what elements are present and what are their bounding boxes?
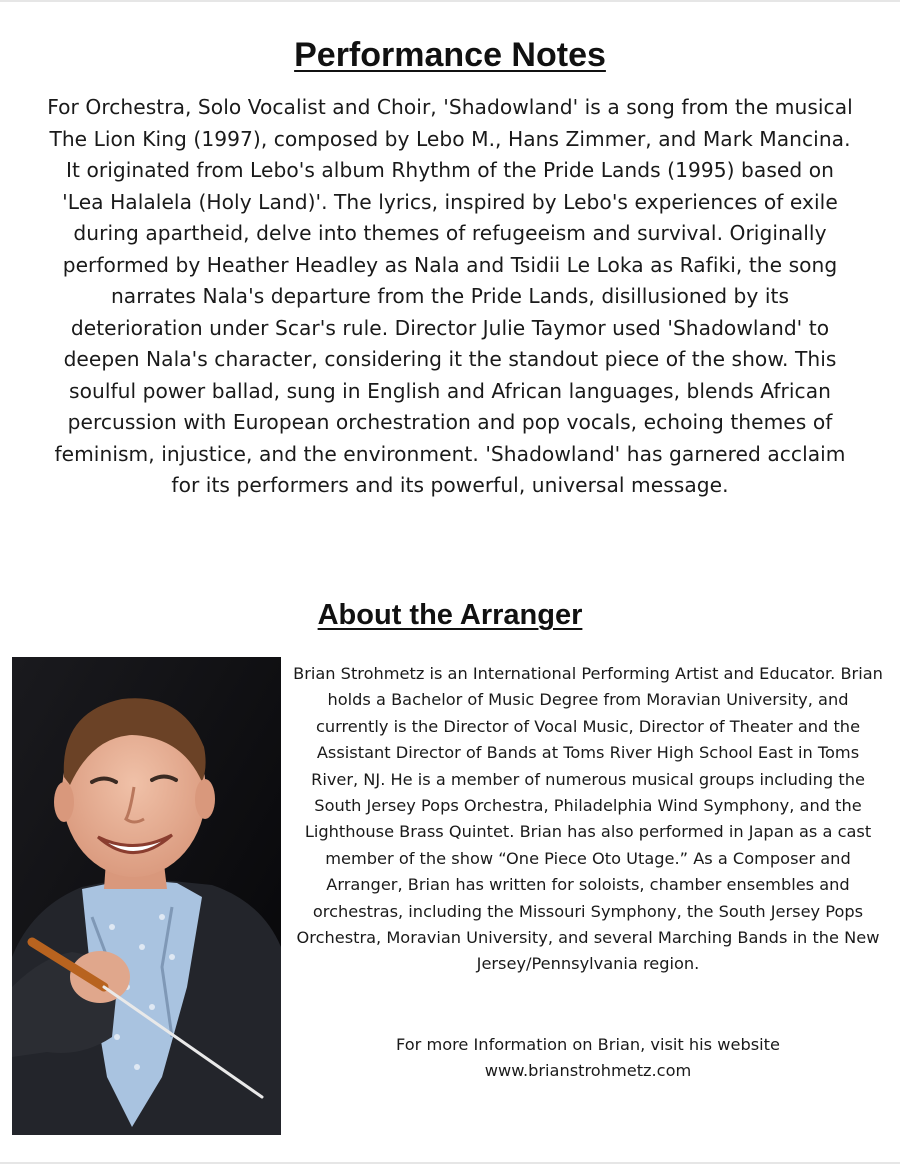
performance-notes-body: For Orchestra, Solo Vocalist and Choir, 'Shadowland' is a song from the musical The Lion King (1997), composed by Lebo M., Hans Zimmer, and Mark Mancina. It originated from Lebo's album Rhythm of the Pride Lands (1995) based on 'Lea Halalela (Holy Land)'. The lyrics, inspired by Lebo's experiences of exile during apartheid, delve into themes of refugeeism and survival. Originally performed by Heather Headley as Nala and Tsidii Le Loka as Rafiki, the song narrates Nala's departure from the Pride Lands, disillusioned by its deterioration under Scar's rule. Director Julie Taymor used 'Shadowland' to deepen Nala's character, considering it the standout piece of the show. This soulful power ballad, sung in English and African languages, blends African percussion with European orchestration and pop vocals, echoing themes of feminism, injustice, and the environment. 'Shadowland' has garnered acclaim for its performers and its powerful, universal message.: [47, 95, 853, 497]
about-arranger-title: About the Arranger: [317, 599, 583, 631]
top-border: [0, 0, 900, 2]
arranger-contact: [293, 1032, 883, 1085]
arranger-photo: [12, 657, 281, 1135]
arranger-portrait-illustration: [12, 657, 281, 1135]
website-link[interactable]: www.brianstrohmetz.com: [484, 1061, 692, 1081]
more-info-text: For more Information on Brian, visit his website: [396, 1035, 780, 1054]
performance-notes-title: Performance Notes: [294, 36, 606, 74]
arranger-bio: Brian Strohmetz is an International Performing Artist and Educator. Brian holds a Bachelor of Music Degree from Moravian University, and currently is the Director of Vocal Music, Director of Theater and the Assistant Director of Bands at Toms River High School East in Toms River, NJ. He is a member of numerous musical groups including the South Jersey Pops Orchestra, Philadelphia Wind Symphony, and the Lighthouse Brass Quintet. Brian has also performed in Japan as a cast member of the show “One Piece Oto Utage.” As a Composer and Arranger, Brian has written for soloists, chamber ensembles and orchestras, including the Missouri Symphony, the South Jersey Pops Orchestra, Moravian University, and several Marching Bands in the New Jersey/Pennsylvania region.: [293, 664, 883, 974]
